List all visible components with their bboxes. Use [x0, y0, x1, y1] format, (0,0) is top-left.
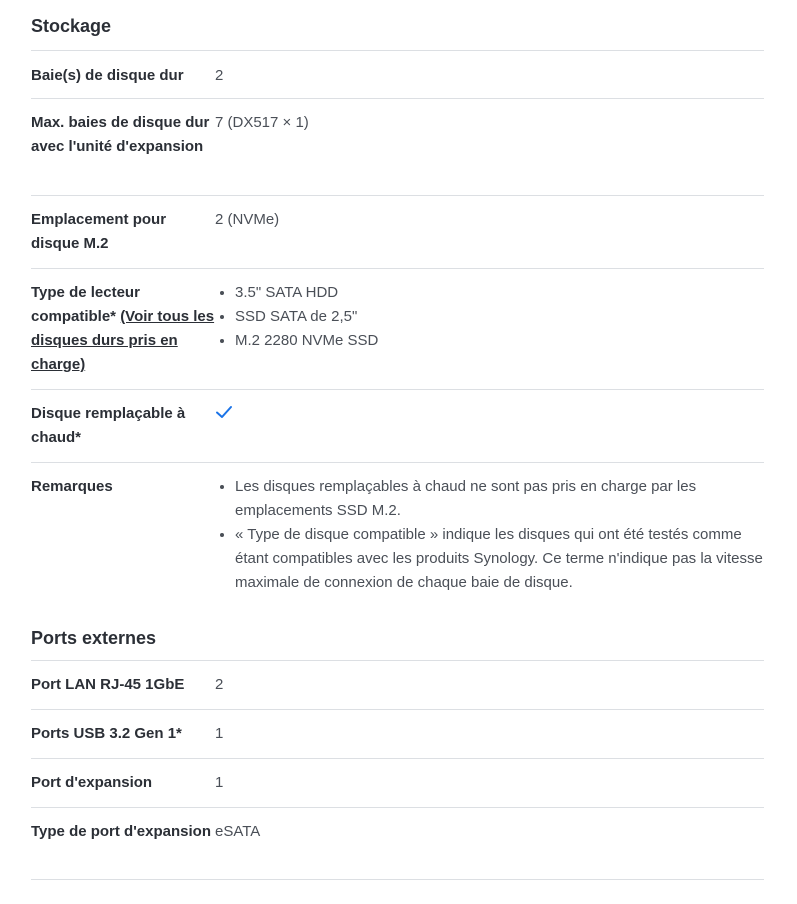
spec-value — [215, 475, 764, 595]
list-item: • Les disques remplaçables à chaud ne sont pas pris en charge par les emplacements SSD M.2. — [235, 475, 764, 523]
list-item: • 3.5" SATA HDD — [235, 281, 764, 305]
spec-value: 2 — [215, 67, 224, 84]
notes-list — [215, 475, 764, 595]
spec-value: 2 — [215, 676, 224, 693]
storage-title: Stockage — [31, 16, 112, 36]
list-item: • SSD SATA de 2,5" — [235, 305, 764, 329]
spec-value — [215, 402, 764, 428]
spec-row-expansion-port — [31, 758, 764, 807]
spec-row-notes — [31, 462, 764, 612]
storage-section — [31, 0, 764, 612]
spec-label: Port d'expansion — [31, 774, 153, 791]
spec-row-compatible-drive-type — [31, 268, 764, 389]
spec-value: eSATA — [215, 823, 261, 840]
spec-label-text: Type de lecteur compatible* — [31, 284, 140, 325]
spec-value: 7 (DX517 × 1) — [215, 114, 309, 131]
spec-label: Baie(s) de disque dur — [31, 67, 184, 84]
all-supported-drives-link[interactable]: (Voir tous les disques durs pris en charge) — [31, 308, 215, 373]
drive-type-list — [215, 281, 764, 353]
spec-label — [31, 281, 215, 377]
spec-value: 2 (NVMe) — [215, 211, 280, 228]
spec-label: Emplacement pour disque M.2 — [31, 211, 167, 252]
spec-row-m2-slot — [31, 195, 764, 268]
spec-row-drive-bays — [31, 50, 764, 98]
spec-row-lan-port — [31, 660, 764, 709]
spec-label: Remarques — [31, 478, 113, 495]
list-item: • « Type de disque compatible » indique les disques qui ont été testés comme étant compatibles avec les produits Synology. Ce terme n'indique pas la vitesse maximale de connexion de chaque baie de disque. — [235, 523, 764, 595]
spec-row-expansion-port-type — [31, 807, 764, 880]
checkmark-icon — [215, 404, 233, 428]
spec-sheet — [31, 0, 764, 880]
spec-row-usb-ports — [31, 709, 764, 758]
spec-label: Max. baies de disque dur avec l'unité d'expansion — [31, 114, 210, 155]
spec-row-max-drive-bays — [31, 98, 764, 195]
external-ports-section — [31, 612, 764, 880]
list-item: • M.2 2280 NVMe SSD — [235, 329, 764, 353]
spec-label: Disque remplaçable à chaud* — [31, 405, 186, 446]
external-ports-title: Ports externes — [31, 628, 157, 648]
spec-label: Port LAN RJ-45 1GbE — [31, 676, 185, 693]
spec-label: Type de port d'expansion — [31, 823, 211, 840]
spec-row-hot-swap — [31, 389, 764, 462]
spec-value: 1 — [215, 774, 224, 791]
spec-value: 1 — [215, 725, 224, 742]
spec-value — [215, 281, 764, 353]
spec-label: Ports USB 3.2 Gen 1* — [31, 725, 182, 742]
